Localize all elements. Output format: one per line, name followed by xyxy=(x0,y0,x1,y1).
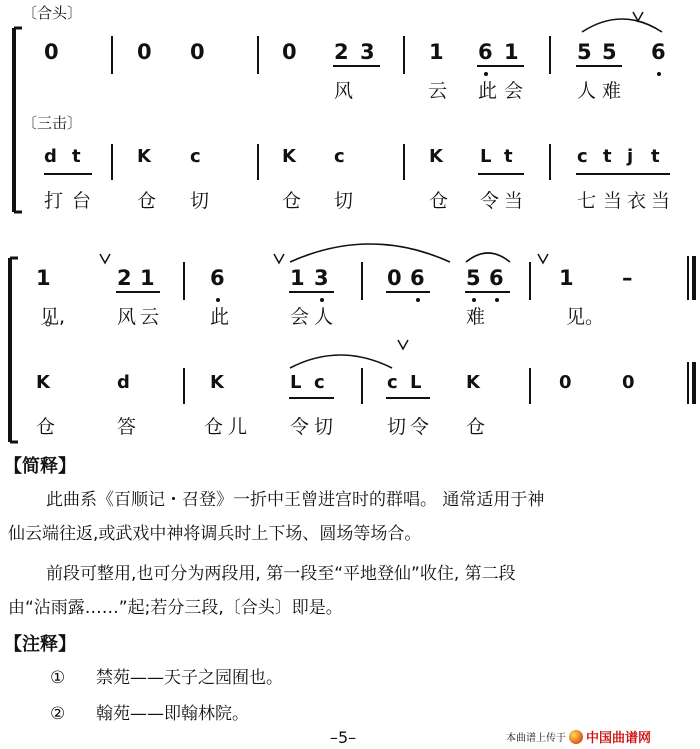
melody-note: 6 xyxy=(478,40,493,64)
percussion-word: 台 xyxy=(72,190,92,212)
melody-note: 3 xyxy=(314,266,329,290)
percussion-symbol: L xyxy=(480,146,492,167)
lyric-char: 难 xyxy=(602,80,622,102)
melody-note: 0 xyxy=(44,40,59,64)
lyric-char: 云 xyxy=(140,306,160,328)
melody-note: 2 xyxy=(117,266,132,290)
percussion-symbol: 0 xyxy=(559,372,572,393)
lyric-char: 云 xyxy=(428,80,448,102)
melody-note: 6 xyxy=(410,266,425,290)
notes-paragraph-2-line-1: 前段可整用,也可分为两段用, 第一段至“平地登仙”收住, 第二段 xyxy=(46,564,516,584)
annotation-2-mark: ② xyxy=(50,704,66,724)
percussion-symbol: c xyxy=(387,372,398,393)
melody-note: 0 xyxy=(282,40,297,64)
melody-note: 5 xyxy=(466,266,481,290)
annotations-heading: 【注释】 xyxy=(4,634,76,655)
percussion-symbol: d xyxy=(117,372,130,393)
percussion-word: 当 xyxy=(603,190,623,212)
annotation-2-text: 翰苑——即翰林院。 xyxy=(96,704,249,724)
percussion-symbol: K xyxy=(466,372,480,393)
melody-note: 1 xyxy=(504,40,519,64)
notes-heading: 【简释】 xyxy=(4,456,76,477)
percussion-word: 七 xyxy=(577,190,597,212)
footer-credit xyxy=(506,727,651,746)
percussion-symbol: K xyxy=(210,372,224,393)
percussion-symbol: t xyxy=(651,146,660,167)
percussion-word: 令 xyxy=(290,416,310,438)
melody-note: 0 xyxy=(190,40,205,64)
notes-paragraph-1-line-2: 仙云端往返,或武戏中神将调兵时上下场、圆场等场合。 xyxy=(8,524,422,544)
credit-text: 本曲谱上传于 xyxy=(506,733,566,744)
melody-note: 3 xyxy=(360,40,375,64)
credit-brand: 中国曲谱网 xyxy=(586,731,652,746)
percussion-word: 仓 xyxy=(137,190,157,212)
percussion-word: 切 xyxy=(314,416,334,438)
lyric-char: 会 xyxy=(504,80,524,102)
melody-note: 1 xyxy=(429,40,444,64)
percussion-symbol: K xyxy=(137,146,151,167)
percussion-symbol: c xyxy=(577,146,588,167)
lyric-char: 见。 xyxy=(566,306,605,328)
lyric-char: 见, xyxy=(40,306,66,328)
lyric-char: 人 xyxy=(577,80,597,102)
percussion-symbol: K xyxy=(36,372,50,393)
percussion-word: 仓 xyxy=(204,416,224,438)
voice-label: 〔合头〕 xyxy=(22,4,83,22)
percussion-word: 令 xyxy=(410,416,430,438)
melody-note: 0 xyxy=(387,266,402,290)
melody-note: 1 xyxy=(290,266,305,290)
melody-note: – xyxy=(622,266,633,290)
percussion-word: 仓 xyxy=(282,190,302,212)
lyric-char: 风 xyxy=(334,80,354,102)
annotation-1-text: 禁苑——天子之园囿也。 xyxy=(96,668,283,688)
percussion-symbol: c xyxy=(190,146,201,167)
lyric-char: 会 xyxy=(290,306,310,328)
percussion-word: 当 xyxy=(651,190,671,212)
percussion-symbol: L xyxy=(290,372,302,393)
percussion-word: 儿 xyxy=(228,416,248,438)
percussion-word: 仓 xyxy=(466,416,486,438)
percussion-word: 当 xyxy=(504,190,524,212)
percussion-word: 仓 xyxy=(36,416,56,438)
melody-note: 6 xyxy=(210,266,225,290)
lyric-char: 此 xyxy=(478,80,498,102)
percussion-symbol: c xyxy=(334,146,345,167)
percussion-symbol: t xyxy=(72,146,81,167)
percussion-symbol: L xyxy=(410,372,422,393)
percussion-symbol: d xyxy=(44,146,57,167)
percussion-symbol: t xyxy=(603,146,612,167)
percussion-word: 答 xyxy=(117,416,137,438)
percussion-symbol: 0 xyxy=(622,372,635,393)
page-number: –5– xyxy=(330,728,357,747)
melody-note: 5 xyxy=(602,40,617,64)
percussion-symbol: c xyxy=(314,372,325,393)
lyric-char: 风 xyxy=(117,306,137,328)
percussion-symbol: K xyxy=(429,146,443,167)
percussion-word: 打 xyxy=(44,190,64,212)
melody-note: 5 xyxy=(577,40,592,64)
percussion-label: 〔三击〕 xyxy=(22,114,83,132)
melody-note: 6 xyxy=(489,266,504,290)
percussion-word: 切 xyxy=(387,416,407,438)
melody-note: 2 xyxy=(334,40,349,64)
percussion-word: 令 xyxy=(480,190,500,212)
percussion-symbol: K xyxy=(282,146,296,167)
globe-icon xyxy=(569,730,583,744)
annotation-1-mark: ① xyxy=(50,668,66,688)
lyric-char: 人 xyxy=(314,306,334,328)
percussion-symbol: j xyxy=(627,146,634,167)
lyric-char: 难 xyxy=(466,306,486,328)
percussion-word: 切 xyxy=(190,190,210,212)
lyric-char: 此 xyxy=(210,306,230,328)
melody-note: 1 xyxy=(559,266,574,290)
melody-note: 1 xyxy=(140,266,155,290)
percussion-word: 衣 xyxy=(627,190,647,212)
notes-paragraph-2-line-2: 由“沾雨露……”起;若分三段,〔合头〕即是。 xyxy=(8,598,343,618)
melody-note: 0 xyxy=(137,40,152,64)
melody-note: 1 xyxy=(36,266,51,290)
percussion-word: 切 xyxy=(334,190,354,212)
percussion-word: 仓 xyxy=(429,190,449,212)
melody-note: 6 xyxy=(651,40,666,64)
percussion-symbol: t xyxy=(504,146,513,167)
notes-paragraph-1-line-1: 此曲系《百顺记・召登》一折中王曾进宫时的群唱。 通常适用于神 xyxy=(46,490,545,510)
